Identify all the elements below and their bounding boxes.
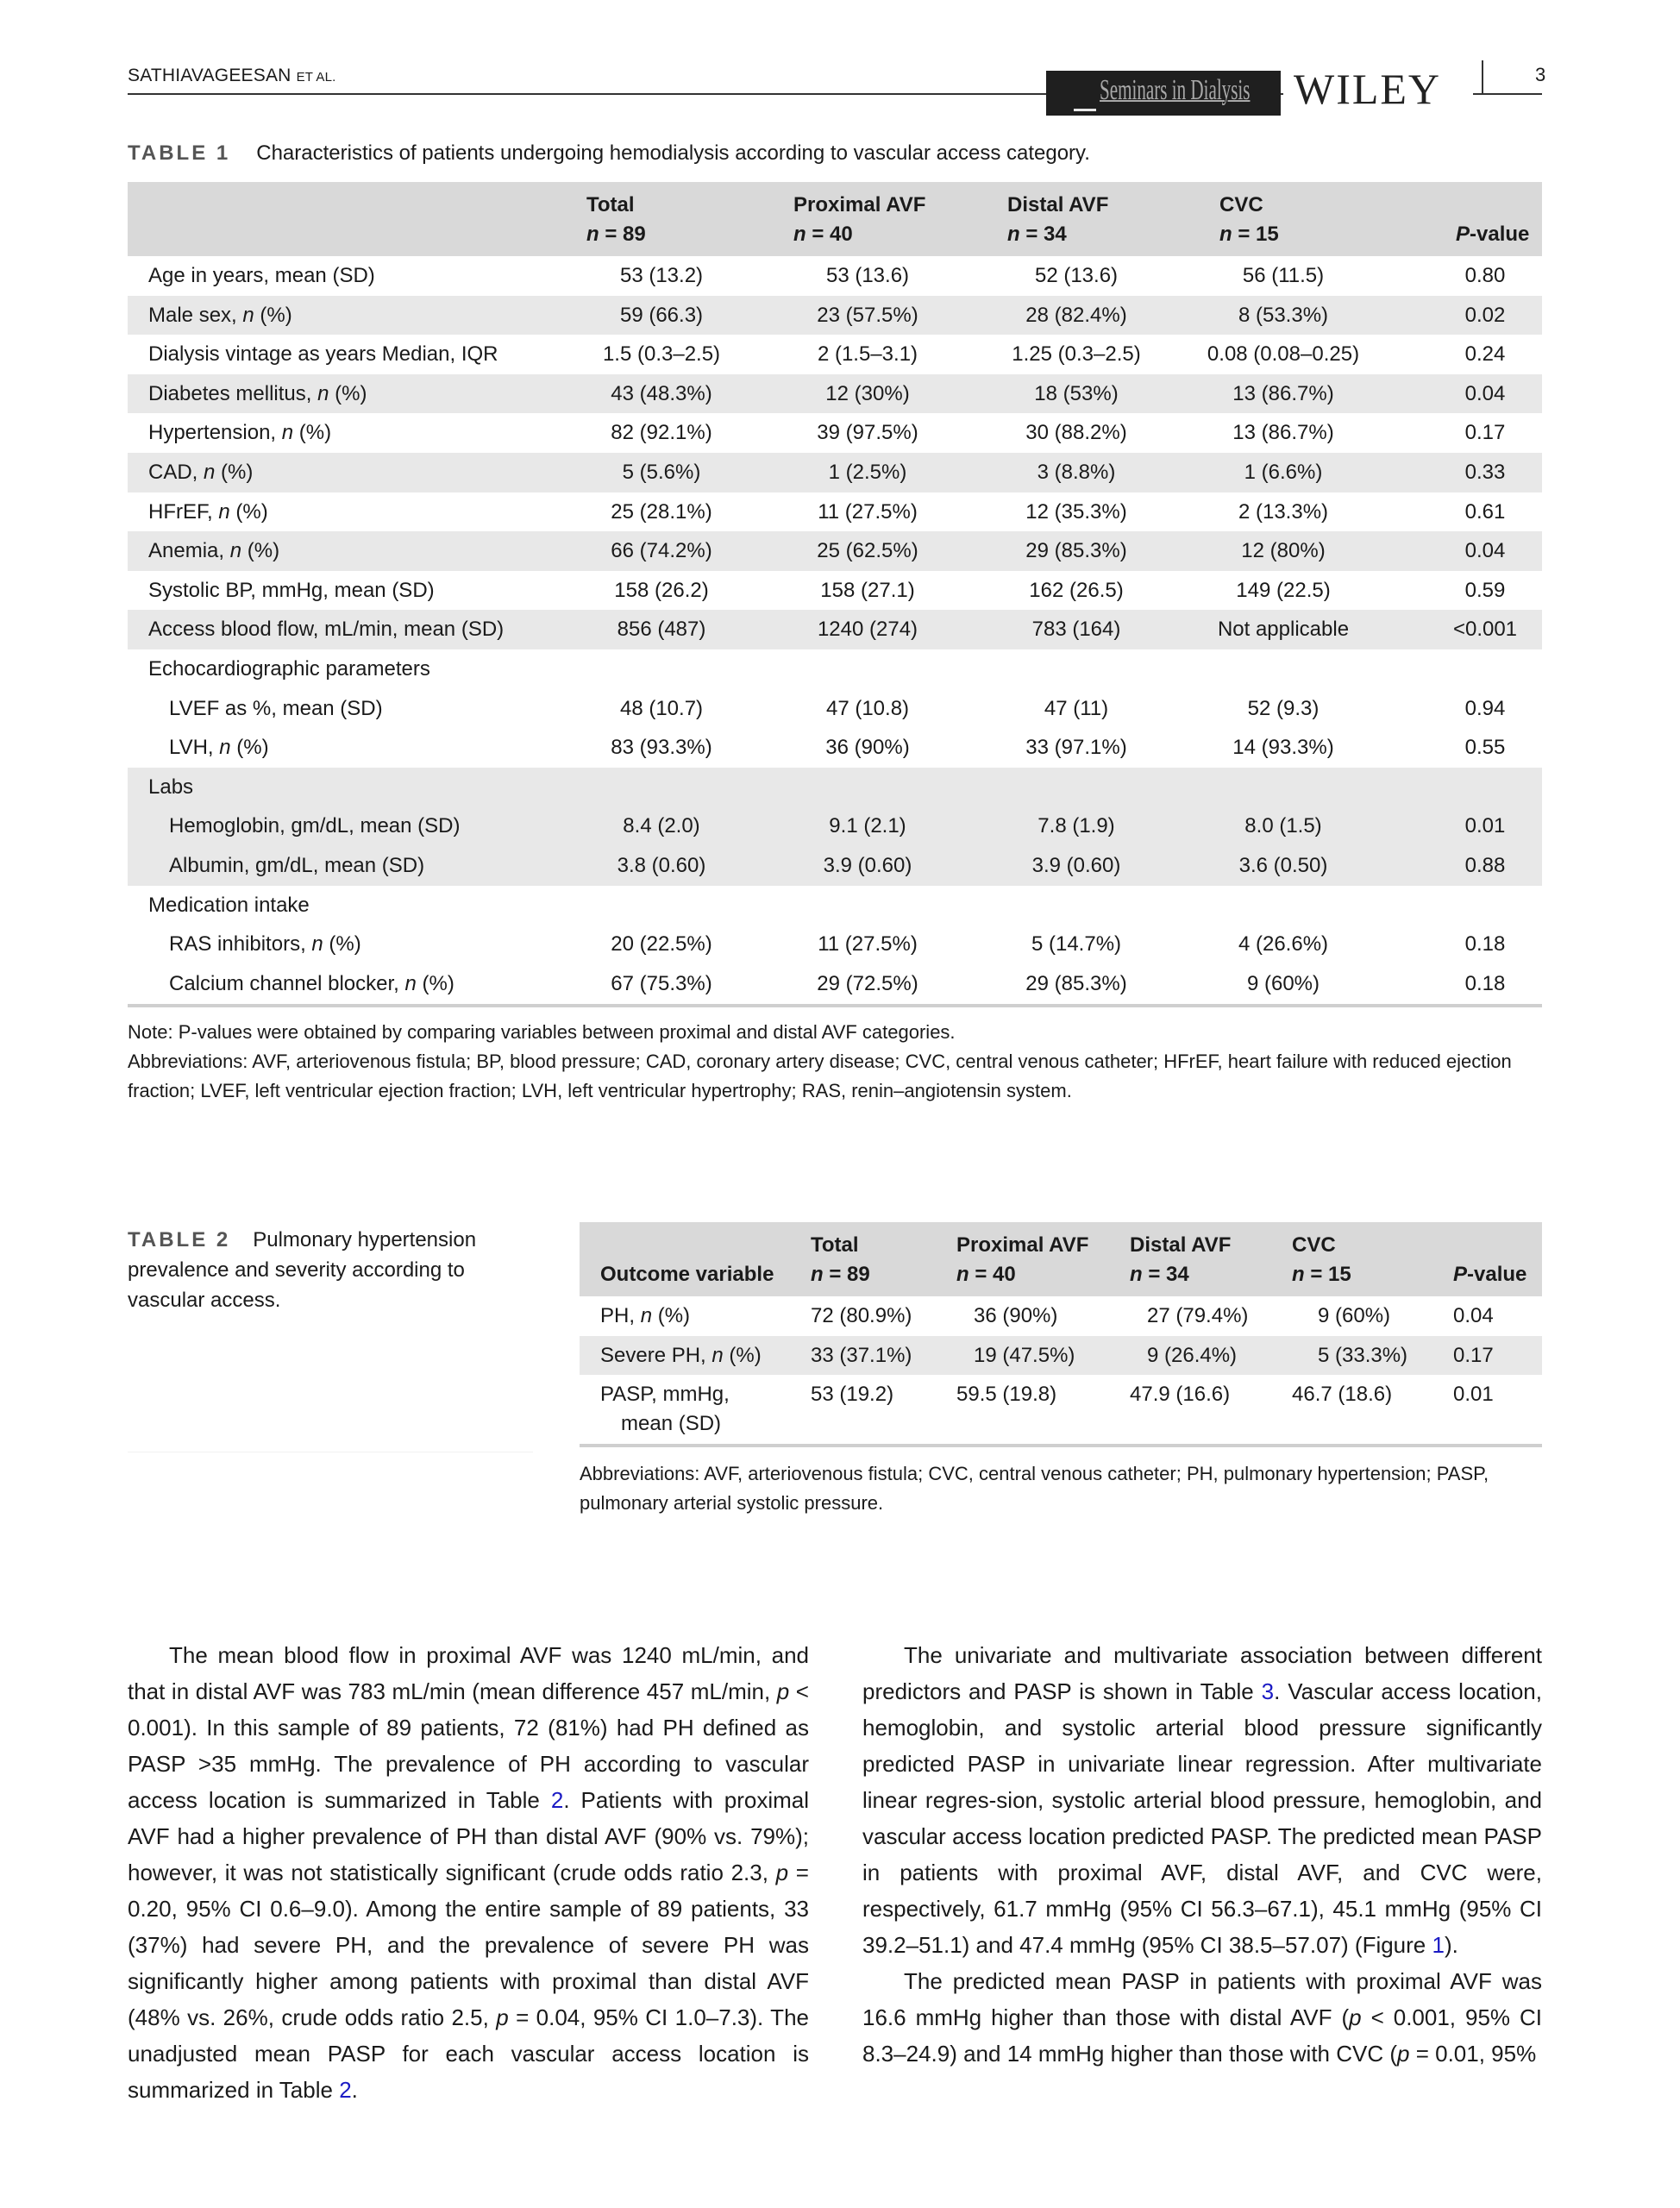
- cross-reference-link[interactable]: 1: [1432, 1932, 1445, 1958]
- cell-label: Hypertension, n (%): [148, 421, 332, 445]
- t2-col-cvc: CVC: [1292, 1233, 1336, 1257]
- cell-proximal: 12 (30%): [825, 381, 910, 405]
- cross-reference-link[interactable]: 3: [1261, 1678, 1275, 1704]
- cell-distal: 1.25 (0.3–2.5): [1012, 342, 1141, 367]
- cell-distal: 52 (13.6): [1034, 264, 1119, 287]
- cell-distal: 5 (14.7%): [1031, 932, 1122, 957]
- cell-p: 0.80: [1464, 264, 1506, 287]
- journal-logo: [1046, 71, 1281, 116]
- cell-total: 1.5 (0.3–2.5): [602, 342, 721, 367]
- cell-proximal: 23 (57.5%): [817, 303, 918, 327]
- table-row: [580, 1296, 1542, 1336]
- t1-col-proximal-n: n = 40: [793, 223, 853, 246]
- cell-p: 0.01: [1453, 1383, 1494, 1407]
- italic-p: p: [1349, 2004, 1362, 2030]
- cell-total: 82 (92.1%): [611, 421, 712, 445]
- table-row: [580, 1336, 1542, 1376]
- cell-distal: 783 (164): [1031, 618, 1121, 642]
- cell-total: 48 (10.7): [619, 696, 704, 720]
- table-row: [580, 1375, 1542, 1442]
- table1-bottom-rule: [128, 1004, 1542, 1007]
- table-row: [128, 571, 1542, 611]
- table-row: [128, 413, 1542, 453]
- table1-body: [128, 256, 1542, 1003]
- table-row: [128, 728, 1542, 768]
- cell-p: 0.33: [1464, 460, 1506, 484]
- cell-proximal: 36 (90%): [974, 1304, 1058, 1327]
- t2-col-total-n: n = 89: [811, 1263, 870, 1286]
- cell-p: 0.04: [1464, 539, 1506, 563]
- cell-label: CAD, n (%): [148, 460, 254, 484]
- cell-label: Age in years, mean (SD): [148, 264, 375, 287]
- cell-label: RAS inhibitors, n (%): [169, 932, 361, 957]
- cell-label: PH, n (%): [600, 1304, 691, 1327]
- body-column-left: [128, 1637, 809, 2108]
- cell-label: Calcium channel blocker, n (%): [169, 971, 454, 995]
- table-row: [128, 256, 1542, 296]
- table-row: [128, 453, 1542, 492]
- cell-label: Albumin, gm/dL, mean (SD): [169, 853, 425, 877]
- t1-col-proximal: Proximal AVF: [793, 193, 926, 216]
- t1-col-cvc-n: n = 15: [1219, 223, 1279, 246]
- cell-total: 53 (13.2): [619, 264, 704, 287]
- cell-cvc: 13 (86.7%): [1232, 421, 1334, 445]
- cell-cvc: 14 (93.3%): [1232, 736, 1334, 760]
- cell-cvc: 13 (86.7%): [1232, 381, 1334, 405]
- cell-cvc: 4 (26.6%): [1238, 932, 1329, 957]
- table2: [580, 1222, 1542, 1442]
- cell-label: Dialysis vintage as years Median, IQR: [148, 342, 498, 367]
- cell-cvc: 8 (53.3%): [1238, 303, 1329, 327]
- body-paragraph: [862, 1637, 1542, 1963]
- t1-col-cvc: CVC: [1219, 193, 1263, 216]
- cell-cvc: Not applicable: [1217, 618, 1350, 642]
- body-text: = 0.01, 95%: [1409, 2041, 1537, 2067]
- table2-caption-text: Pulmonary hypertension prevalence and severity according to vascular access.: [128, 1228, 477, 1312]
- t1-col-total: Total: [586, 193, 635, 216]
- cell-label: HFrEF, n (%): [148, 499, 268, 524]
- cell-cvc: 3.6 (0.50): [1238, 853, 1328, 877]
- italic-p: p: [776, 1678, 790, 1704]
- table2-bottom-rule: [580, 1444, 1542, 1447]
- cell-cvc: 0.08 (0.08–0.25): [1207, 342, 1360, 367]
- cell-p: 0.01: [1464, 814, 1506, 838]
- cell-p: 0.59: [1464, 578, 1506, 602]
- table-group-row: [128, 768, 1542, 807]
- cell-total: 25 (28.1%): [611, 499, 712, 524]
- cell-total: 20 (22.5%): [611, 932, 712, 957]
- body-paragraph: [862, 1963, 1542, 2072]
- cell-total: 43 (48.3%): [611, 381, 712, 405]
- cell-total: 856 (487): [617, 618, 706, 642]
- author-suffix: ET AL.: [296, 70, 336, 85]
- body-column-right: [862, 1637, 1542, 2072]
- cell-p: 0.17: [1464, 421, 1506, 445]
- cell-distal: 3.9 (0.60): [1031, 853, 1121, 877]
- cell-proximal: 47 (10.8): [825, 696, 910, 720]
- cell-label: Anemia, n (%): [148, 539, 280, 563]
- t1-col-pvalue: P-value: [1456, 223, 1530, 246]
- table1-header: [128, 182, 1542, 256]
- cell-distal: 47 (11): [1044, 696, 1109, 720]
- cell-cvc: 5 (33.3%): [1318, 1343, 1408, 1367]
- cross-reference-link[interactable]: 2: [550, 1787, 564, 1813]
- cell-proximal: 2 (1.5–3.1): [817, 342, 918, 367]
- cell-cvc: 8.0 (1.5): [1244, 814, 1322, 838]
- cell-cvc: 9 (60%): [1246, 971, 1320, 995]
- cell-p: 0.04: [1453, 1304, 1494, 1327]
- cell-total: 158 (26.2): [614, 578, 709, 602]
- table-row: [128, 689, 1542, 729]
- cell-proximal: 29 (72.5%): [817, 971, 918, 995]
- body-text: < 0.001). In this sample of 89 patients, 72 (81%) had PH defined as PASP >35 mmHg. The prevalence of PH according to vascular access location is summarized in Table: [128, 1678, 809, 1813]
- cell-label: Labs: [148, 775, 194, 799]
- cell-distal: 27 (79.4%): [1147, 1304, 1249, 1327]
- cell-proximal: 9.1 (2.1): [829, 814, 906, 838]
- body-paragraph: [128, 1637, 809, 2108]
- cell-distal: 12 (35.3%): [1025, 499, 1127, 524]
- table1-label: TABLE 1: [128, 141, 231, 165]
- body-text: = 0.20, 95% CI 0.6–9.0). Among the entire sample of 89 patients, 33 (37%) had severe PH, and the prevalence of severe PH was significantly higher among patients with proximal than distal AVF (48% vs. 26%, crude odds ratio 2.5,: [128, 1860, 809, 2030]
- cell-cvc: 9 (60%): [1318, 1304, 1391, 1327]
- cell-p: 0.18: [1464, 971, 1506, 995]
- cell-total: 66 (74.2%): [611, 539, 712, 563]
- cell-label: Hemoglobin, gm/dL, mean (SD): [169, 814, 461, 838]
- t2-col-proximal-n: n = 40: [956, 1263, 1016, 1286]
- table1-caption: [128, 141, 1090, 166]
- t2-col-cvc-n: n = 15: [1292, 1263, 1351, 1286]
- cell-label: Echocardiographic parameters: [148, 656, 430, 681]
- cell-label: Medication intake: [148, 893, 310, 917]
- table1-caption-text: Characteristics of patients undergoing hemodialysis according to vascular access category.: [256, 141, 1090, 165]
- cell-p: 0.61: [1464, 499, 1506, 524]
- cell-total: 53 (19.2): [811, 1383, 894, 1407]
- cell-label: Diabetes mellitus, n (%): [148, 381, 367, 405]
- t2-col-proximal: Proximal AVF: [956, 1233, 1089, 1257]
- table-row: [128, 335, 1542, 374]
- cell-proximal: 19 (47.5%): [974, 1343, 1075, 1367]
- cell-proximal: 11 (27.5%): [818, 499, 918, 524]
- cross-reference-link[interactable]: 2: [339, 2077, 352, 2103]
- cell-cvc: 149 (22.5): [1236, 578, 1331, 602]
- body-text: .: [351, 2077, 358, 2103]
- cell-cvc: 12 (80%): [1241, 539, 1326, 563]
- table-row: [128, 374, 1542, 414]
- cell-p: <0.001: [1452, 618, 1518, 642]
- cell-label: PASP, mmHg,: [600, 1383, 730, 1407]
- cell-label: Access blood flow, mL/min, mean (SD): [148, 618, 505, 642]
- cell-p: 0.17: [1453, 1343, 1494, 1367]
- cell-label: Male sex, n (%): [148, 303, 292, 327]
- cell-distal: 47.9 (16.6): [1130, 1383, 1231, 1407]
- cell-proximal: 25 (62.5%): [817, 539, 918, 563]
- cell-label: Systolic BP, mmHg, mean (SD): [148, 578, 435, 602]
- header-tick: [1482, 60, 1483, 95]
- cell-cvc: 2 (13.3%): [1238, 499, 1329, 524]
- cell-distal: 30 (88.2%): [1025, 421, 1127, 445]
- table2-body: [580, 1296, 1542, 1442]
- table2-label: TABLE 2: [128, 1228, 231, 1251]
- cell-cvc: 1 (6.6%): [1244, 460, 1323, 484]
- cell-p: 0.24: [1464, 342, 1506, 367]
- publisher-logo: WILEY: [1294, 65, 1442, 113]
- cell-distal: 28 (82.4%): [1025, 303, 1127, 327]
- body-text: . Patients with proximal AVF had a higher prevalence of PH than distal AVF (90% vs. 79%); however, it was not statistically significant (crude odds ratio 2.3,: [128, 1787, 809, 1885]
- body-text: = 0.04, 95% CI 1.0–7.3). The unadjusted mean PASP for each vascular access location is summarized in Table: [128, 2004, 809, 2103]
- italic-p: p: [496, 2004, 509, 2030]
- cell-total: 33 (37.1%): [811, 1343, 912, 1367]
- cell-distal: 29 (85.3%): [1025, 539, 1127, 563]
- table-row: [128, 610, 1542, 649]
- table2-caption: [128, 1225, 507, 1315]
- t1-col-total-n: n = 89: [586, 223, 646, 246]
- cell-proximal: 59.5 (19.8): [956, 1383, 1057, 1407]
- cell-proximal: 39 (97.5%): [817, 421, 918, 445]
- cell-total: 3.8 (0.60): [617, 853, 706, 877]
- cell-proximal: 3.9 (0.60): [823, 853, 912, 877]
- cell-distal: 162 (26.5): [1029, 578, 1124, 602]
- cell-label: LVH, n (%): [169, 736, 269, 760]
- cell-cvc: 56 (11.5): [1242, 264, 1325, 287]
- logo-dash: [1074, 109, 1096, 111]
- table-row: [128, 846, 1542, 886]
- body-text: . Vascular access location, hemoglobin, and systolic arterial blood pressure significantly predicted PASP in univariate linear regression. After multivariate linear regres-sion, systolic arterial blood pressure, hemoglobin, and vascular access location predicted PASP. The predicted mean PASP in patients with proximal AVF, distal AVF, and CVC were, respectively, 61.7 mmHg (95% CI 56.3–67.1), 45.1 mmHg (95% CI 39.2–51.1) and 47.4 mmHg (95% CI 38.5–57.07) (Figure: [862, 1678, 1542, 1958]
- cell-proximal: 36 (90%): [825, 736, 910, 760]
- cell-p: 0.88: [1464, 853, 1506, 877]
- cell-p: 0.04: [1464, 381, 1506, 405]
- cell-distal: 33 (97.1%): [1025, 736, 1127, 760]
- cell-distal: 9 (26.4%): [1147, 1343, 1238, 1367]
- t1-col-distal: Distal AVF: [1007, 193, 1109, 216]
- table2-header: [580, 1222, 1542, 1296]
- author-name: SATHIAVAGEESAN: [128, 66, 291, 85]
- cell-p: 0.02: [1464, 303, 1506, 327]
- table-group-row: [128, 649, 1542, 689]
- table1-note: Note: P-values were obtained by comparing variables between proximal and distal AVF categories.: [128, 1021, 956, 1043]
- cell-proximal: 1240 (274): [817, 618, 918, 642]
- journal-logo-text: Seminars in Dialysis: [1100, 74, 1251, 106]
- table-row: [128, 925, 1542, 964]
- cell-distal: 29 (85.3%): [1025, 971, 1127, 995]
- t2-col-total: Total: [811, 1233, 859, 1257]
- italic-p: p: [775, 1860, 789, 1885]
- cell-label-continued: mean (SD): [621, 1412, 722, 1436]
- page-number: 3: [1535, 64, 1546, 85]
- cell-total: 5 (5.6%): [622, 460, 701, 484]
- table-row: [128, 492, 1542, 532]
- cell-proximal: 1 (2.5%): [828, 460, 907, 484]
- cell-total: 72 (80.9%): [811, 1304, 912, 1327]
- cell-distal: 7.8 (1.9): [1037, 814, 1115, 838]
- table2-abbreviations: Abbreviations: AVF, arteriovenous fistula; CVC, central venous catheter; PH, pulmonary hypertension; PASP, pulmonary arterial systolic pressure.: [580, 1463, 1489, 1514]
- body-text: < 0.001, 95% CI 8.3–24.9) and 14 mmHg higher than those with CVC (: [862, 2004, 1542, 2067]
- cell-cvc: 46.7 (18.6): [1292, 1383, 1393, 1407]
- table1-abbreviations: Abbreviations: AVF, arteriovenous fistula; BP, blood pressure; CAD, coronary artery disease; CVC, central venous catheter; HFrEF, heart failure with reduced ejection fraction; LVEF, left ventricular ejection fraction; LVH, left ventricular hypertrophy; RAS, renin–angiotensin system.: [128, 1051, 1512, 1101]
- body-text: The predicted mean PASP in patients with proximal AVF was 16.6 mmHg higher than those with distal AVF (: [862, 1968, 1542, 2030]
- t2-col-distal-n: n = 34: [1130, 1263, 1189, 1286]
- t2-col-pvalue: P-value: [1453, 1263, 1527, 1286]
- cell-p: 0.55: [1464, 736, 1506, 760]
- t2-col-distal: Distal AVF: [1130, 1233, 1232, 1257]
- cell-label: Severe PH, n (%): [600, 1343, 762, 1367]
- table1-footnotes: [128, 1018, 1542, 1106]
- body-text: ).: [1444, 1932, 1458, 1958]
- table-row: [128, 806, 1542, 846]
- cell-proximal: 158 (27.1): [820, 578, 915, 602]
- cell-proximal: 53 (13.6): [825, 264, 910, 287]
- cell-total: 83 (93.3%): [611, 736, 712, 760]
- table-row: [128, 296, 1542, 336]
- table-row: [128, 964, 1542, 1004]
- cell-total: 8.4 (2.0): [623, 814, 700, 838]
- italic-p: p: [1397, 2041, 1410, 2067]
- table1: [128, 182, 1542, 1003]
- body-text: The mean blood flow in proximal AVF was 1240 mL/min, and that in distal AVF was 783 mL/min (mean difference 457 mL/min,: [128, 1642, 809, 1704]
- cell-total: 59 (66.3): [619, 303, 704, 327]
- t1-col-distal-n: n = 34: [1007, 223, 1067, 246]
- t2-col-outcome: Outcome variable: [600, 1263, 774, 1286]
- table-group-row: [128, 886, 1542, 925]
- cell-distal: 18 (53%): [1034, 381, 1119, 405]
- body-text: The univariate and multivariate association between different predictors and PASP is shown in Table: [862, 1642, 1542, 1704]
- cell-distal: 3 (8.8%): [1037, 460, 1116, 484]
- cell-cvc: 52 (9.3): [1247, 696, 1320, 720]
- cell-label: LVEF as %, mean (SD): [169, 696, 383, 720]
- cell-p: 0.94: [1464, 696, 1506, 720]
- cell-total: 67 (75.3%): [611, 971, 712, 995]
- table-row: [128, 531, 1542, 571]
- cell-p: 0.18: [1464, 932, 1506, 957]
- running-head-author: [128, 66, 336, 86]
- cell-proximal: 11 (27.5%): [818, 932, 918, 957]
